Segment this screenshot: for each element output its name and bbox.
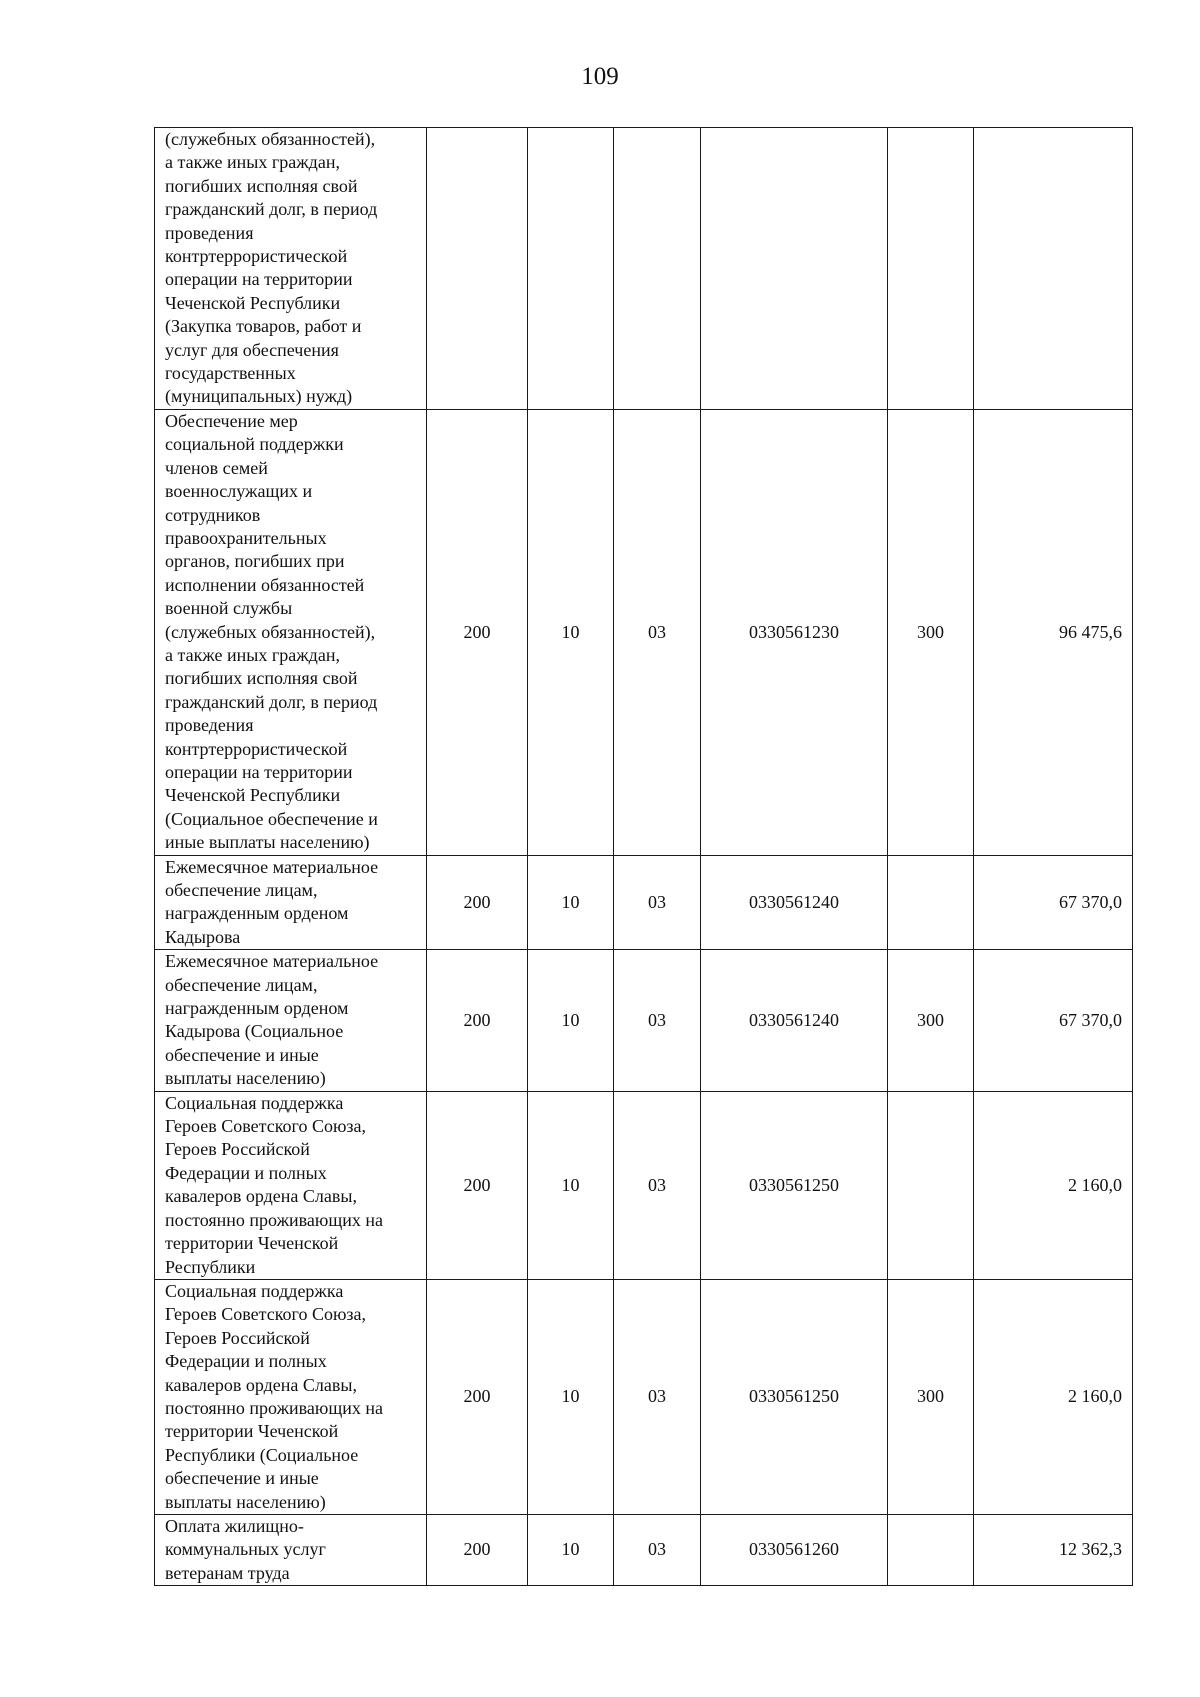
item-name-cell bbox=[155, 950, 427, 1091]
item-name-line: Героев Российской bbox=[165, 1327, 310, 1348]
item-name-line: Республики bbox=[165, 1256, 256, 1277]
item-name-line: награжденным орденом bbox=[165, 998, 349, 1019]
section-code-cell: 10 bbox=[528, 409, 614, 855]
item-name-line: постоянно проживающих на bbox=[165, 1209, 383, 1230]
admin-code-cell: 200 bbox=[427, 855, 528, 950]
item-name-line: проведения bbox=[165, 715, 254, 736]
item-name-line: исполнении обязанностей bbox=[165, 574, 365, 595]
item-name-line: выплаты населению) bbox=[165, 1491, 326, 1512]
item-name-line: правоохранительных bbox=[165, 527, 327, 548]
page-number: 109 bbox=[581, 63, 619, 90]
item-name-line: (Социальное обеспечение и bbox=[165, 808, 378, 829]
target-article-cell: 0330561240 bbox=[701, 950, 888, 1091]
amount-cell: 12 362,3 bbox=[974, 1514, 1133, 1585]
item-name-line: обеспечение и иные bbox=[165, 1468, 319, 1489]
item-name-line: Республики (Социальное bbox=[165, 1444, 359, 1465]
item-name-line: иные выплаты населению) bbox=[165, 832, 370, 853]
item-name-line: сотрудников bbox=[165, 504, 261, 525]
target-article-cell: 0330561260 bbox=[701, 1514, 888, 1585]
subsection-code-cell: 03 bbox=[614, 855, 701, 950]
expense-type-cell bbox=[888, 1514, 974, 1585]
item-name-line: территории Чеченской bbox=[165, 1233, 339, 1254]
section-code-cell bbox=[528, 128, 614, 410]
item-name-line: территории Чеченской bbox=[165, 1421, 339, 1442]
amount-cell: 2 160,0 bbox=[974, 1091, 1133, 1279]
amount-cell bbox=[974, 128, 1133, 410]
item-name-line: Героев Советского Союза, bbox=[165, 1116, 367, 1137]
item-name-line: обеспечение лицам, bbox=[165, 880, 318, 900]
item-name-line: ветеранам труда bbox=[165, 1562, 290, 1583]
budget-table bbox=[154, 127, 1133, 1586]
expense-type-cell bbox=[888, 128, 974, 410]
item-name-line: операции на территории bbox=[165, 269, 353, 290]
item-name-line: погибших исполняя свой bbox=[165, 175, 358, 196]
expense-type-cell: 300 bbox=[888, 409, 974, 855]
item-name-line: контртеррористической bbox=[165, 246, 348, 267]
item-name-line: Героев Советского Союза, bbox=[165, 1304, 367, 1325]
item-name-line: членов семей bbox=[165, 457, 268, 478]
item-name-cell bbox=[155, 128, 427, 410]
admin-code-cell: 200 bbox=[427, 1279, 528, 1514]
subsection-code-cell: 03 bbox=[614, 409, 701, 855]
table-row bbox=[155, 409, 1133, 855]
expense-type-cell bbox=[888, 1091, 974, 1279]
table-row bbox=[155, 1279, 1133, 1514]
amount-cell: 67 370,0 bbox=[974, 950, 1133, 1091]
item-name-cell bbox=[155, 1514, 427, 1585]
admin-code-cell: 200 bbox=[427, 1091, 528, 1279]
expense-type-cell: 300 bbox=[888, 1279, 974, 1514]
item-name-line: кавалеров ордена Славы, bbox=[165, 1374, 357, 1395]
item-name-line: награжденным орденом bbox=[165, 903, 349, 924]
item-name-line: военной службы bbox=[165, 598, 293, 619]
section-code-cell: 10 bbox=[528, 855, 614, 950]
target-article-cell: 0330561240 bbox=[701, 855, 888, 950]
expense-type-cell: 300 bbox=[888, 950, 974, 1091]
item-name-line: Кадырова bbox=[165, 926, 241, 947]
target-article-cell: 0330561250 bbox=[701, 1091, 888, 1279]
item-name-line: Ежемесячное материальное bbox=[165, 951, 379, 972]
item-name-line: (Закупка товаров, работ и bbox=[165, 316, 362, 337]
item-name-line: операции на территории bbox=[165, 761, 353, 782]
section-code-cell: 10 bbox=[528, 1091, 614, 1279]
admin-code-cell: 200 bbox=[427, 409, 528, 855]
item-name-line: социальной поддержки bbox=[165, 434, 344, 455]
table-row bbox=[155, 128, 1133, 410]
section-code-cell: 10 bbox=[528, 1514, 614, 1585]
item-name-line: а также иных граждан, bbox=[165, 152, 340, 173]
item-name-line: Федерации и полных bbox=[165, 1162, 327, 1183]
item-name-line: а также иных граждан, bbox=[165, 644, 340, 665]
item-name-line: постоянно проживающих на bbox=[165, 1397, 383, 1418]
item-name-line: гражданский долг, в период bbox=[165, 199, 378, 220]
table-row bbox=[155, 1514, 1133, 1585]
item-name-line: обеспечение лицам, bbox=[165, 974, 318, 995]
admin-code-cell bbox=[427, 128, 528, 410]
item-name-line: коммунальных услуг bbox=[165, 1539, 326, 1560]
subsection-code-cell: 03 bbox=[614, 1279, 701, 1514]
admin-code-cell: 200 bbox=[427, 1514, 528, 1585]
item-name-line: Героев Российской bbox=[165, 1139, 310, 1160]
subsection-code-cell: 03 bbox=[614, 1514, 701, 1585]
item-name-line: органов, погибших при bbox=[165, 551, 345, 572]
item-name-line: обеспечение и иные bbox=[165, 1044, 319, 1065]
subsection-code-cell bbox=[614, 128, 701, 410]
item-name-line: государственных bbox=[165, 363, 296, 384]
item-name-cell bbox=[155, 855, 427, 950]
section-code-cell: 10 bbox=[528, 950, 614, 1091]
item-name-line: (служебных обязанностей), bbox=[165, 621, 376, 642]
item-name-line: погибших исполняя свой bbox=[165, 668, 358, 689]
subsection-code-cell: 03 bbox=[614, 1091, 701, 1279]
table-row bbox=[155, 950, 1133, 1091]
item-name-line: Обеспечение мер bbox=[165, 410, 298, 431]
amount-cell: 2 160,0 bbox=[974, 1279, 1133, 1514]
target-article-cell bbox=[701, 128, 888, 410]
item-name-cell bbox=[155, 1279, 427, 1514]
admin-code-cell: 200 bbox=[427, 950, 528, 1091]
item-name-line: Ежемесячное материальное bbox=[165, 856, 379, 877]
expense-type-cell bbox=[888, 855, 974, 950]
item-name-line: Чеченской Республики bbox=[165, 785, 341, 806]
item-name-line: контртеррористической bbox=[165, 738, 348, 759]
amount-cell: 67 370,0 bbox=[974, 855, 1133, 950]
item-name-line: Кадырова (Социальное bbox=[165, 1021, 344, 1042]
item-name-line: Социальная поддержка bbox=[165, 1280, 344, 1301]
item-name-line: Чеченской Республики bbox=[165, 292, 341, 313]
target-article-cell: 0330561230 bbox=[701, 409, 888, 855]
item-name-line: военнослужащих и bbox=[165, 481, 313, 502]
subsection-code-cell: 03 bbox=[614, 950, 701, 1091]
item-name-line: выплаты населению) bbox=[165, 1068, 326, 1089]
table-row bbox=[155, 855, 1133, 950]
item-name-line: кавалеров ордена Славы, bbox=[165, 1186, 357, 1207]
item-name-line: (служебных обязанностей), bbox=[165, 129, 376, 149]
item-name-line: проведения bbox=[165, 222, 254, 243]
item-name-line: (муниципальных) нужд) bbox=[165, 386, 353, 407]
item-name-line: Оплата жилищно- bbox=[165, 1515, 304, 1536]
item-name-cell bbox=[155, 1091, 427, 1279]
item-name-line: гражданский долг, в период bbox=[165, 691, 378, 712]
section-code-cell: 10 bbox=[528, 1279, 614, 1514]
target-article-cell: 0330561250 bbox=[701, 1279, 888, 1514]
item-name-line: Социальная поддержка bbox=[165, 1092, 344, 1113]
table-row bbox=[155, 1091, 1133, 1279]
table-body bbox=[155, 128, 1133, 1586]
item-name-line: Федерации и полных bbox=[165, 1351, 327, 1372]
item-name-cell bbox=[155, 409, 427, 855]
item-name-line: услуг для обеспечения bbox=[165, 339, 339, 360]
amount-cell: 96 475,6 bbox=[974, 409, 1133, 855]
